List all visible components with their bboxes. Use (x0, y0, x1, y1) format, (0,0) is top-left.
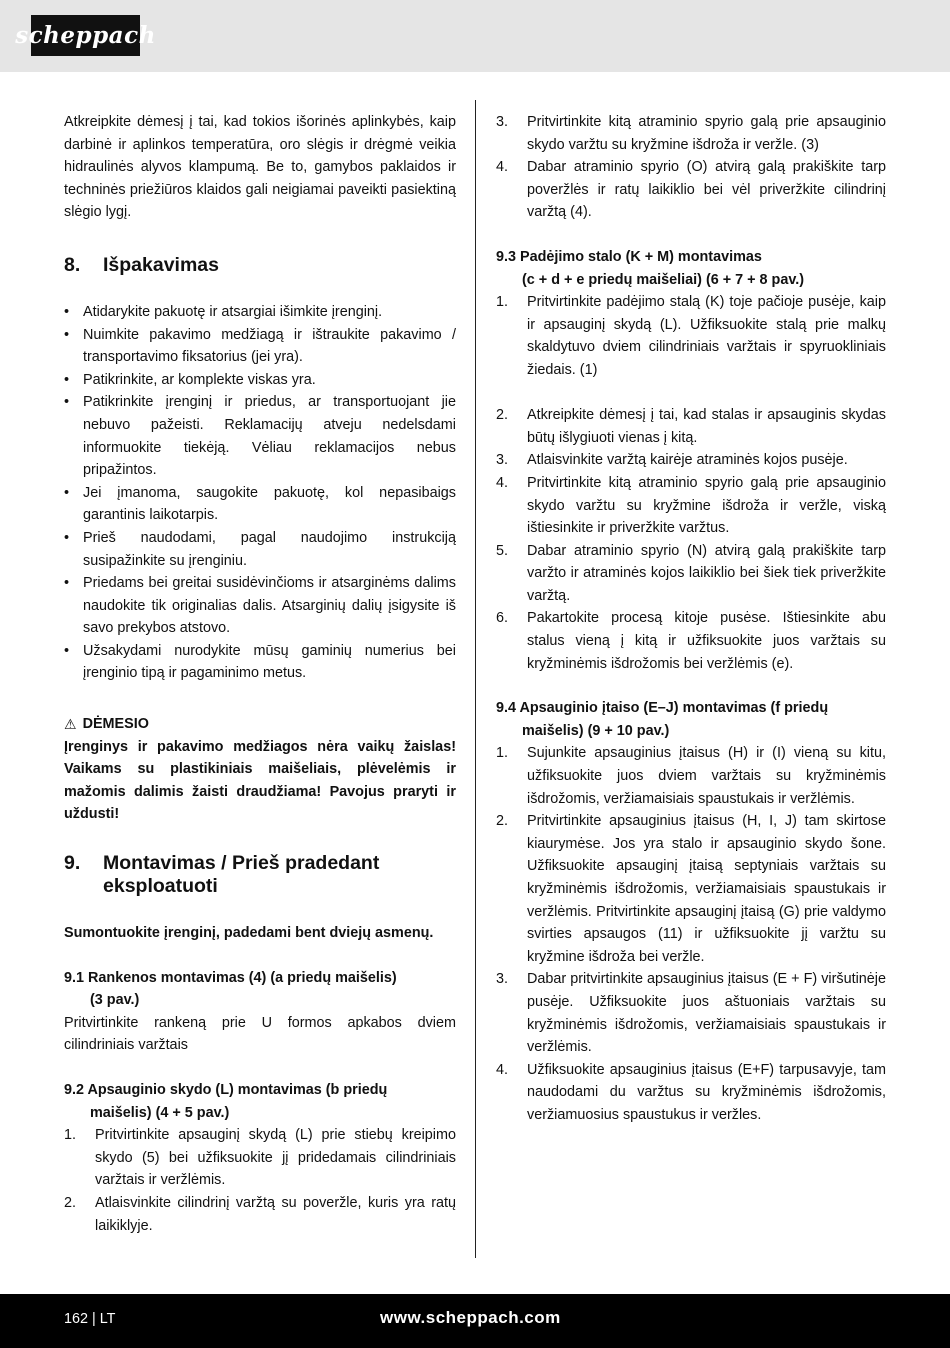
section-9-heading (64, 852, 456, 898)
step-number: 2. (496, 813, 509, 830)
list-item (496, 156, 886, 224)
step-text: Dabar atraminio spyrio (N) atvirą galą prakiškite tarp varžto ir atraminės kojos laikiklio bei šiek tiek priveržkite varžtą. (527, 542, 886, 604)
subsection-9-1-heading (64, 967, 456, 1012)
warning-heading (64, 713, 456, 736)
subsection-9-2-figure-ref: maišelis) (4 + 5 pav.) (90, 1104, 230, 1121)
scheppach-logo: scheppach (31, 15, 140, 56)
spacer (496, 382, 886, 405)
list-item: • Užsakydami nurodykite mūsų gaminių numerius bei įrenginio tipą ir pagaminimo metus. (64, 640, 456, 685)
page-footer (0, 1294, 950, 1348)
list-item: • Prieš naudodami, pagal naudojimo instrukciją susipažinkite su įrenginiu. (64, 527, 456, 572)
subsection-9-3-title: 9.3 Padėjimo stalo (K + M) montavimas (496, 248, 762, 265)
website-link[interactable]: www.scheppach.com (380, 1308, 561, 1327)
subsection-9-1-text: Pritvirtinkite rankeną prie U formos apkabos dviem cilindriniais varžtais (64, 1014, 456, 1054)
step-text: Sujunkite apsauginius įtaisus (H) ir (I) vieną su kitu, užfiksuokite juos dviem varžtais su kryžminėmis išdrožomis, veržiamaisiais spaustukais ir veržlėmis. (527, 745, 886, 807)
subsection-9-3-steps (496, 291, 886, 381)
page-header (0, 0, 950, 72)
step-text: Pritvirtinkite apsauginius įtaisus (H, I, J) tam skirtose kiaurymėse. Jos yra stalo ir apsauginio skydo šone. Užfiksuokite apsauginį įtaisą septyniais varžtais su kryžminėmis išdrožomis, veržiamaisiais spaustukais ir veržlėmis. Pritvirtinkite apsauginį įtaisą (G) prie valdymo svirties apsaugos (11) ir užfiksuokite jį varžtu su kryžmine išdroža bei veržle. (527, 813, 886, 965)
section-9-number: 9. (64, 852, 81, 875)
list-item (496, 1059, 886, 1127)
intro-paragraph: Atkreipkite dėmesį į tai, kad tokios išorinės aplinkybės, kaip darbinė ir aplinkos temperatūra, oro slėgis ir drėgmė veikia hidraulinės alyvos klampumą. Be to, gamybos paklaidos ir techninės priežiūros klaidos gali neigiamai paveikti pasiektiną slėgio lygį. (64, 114, 456, 221)
list-item (496, 810, 886, 968)
list-item (496, 291, 886, 381)
list-item (496, 742, 886, 810)
list-item (496, 449, 886, 472)
step-number: 2. (496, 407, 509, 424)
list-item: • Atidarykite pakuotę ir atsargiai išimkite įrenginį. (64, 301, 456, 324)
step-number: 4. (496, 159, 509, 176)
section-8-number: 8. (64, 253, 81, 276)
subsection-9-2-steps-continued (496, 111, 886, 224)
subsection-9-3-heading (496, 246, 886, 291)
subsection-9-4-heading (496, 697, 886, 742)
list-item (496, 607, 886, 675)
column-divider (475, 100, 476, 1258)
step-number: 4. (496, 474, 509, 491)
list-item (496, 540, 886, 608)
step-text: Atlaisvinkite varžtą kairėje atraminės kojos pusėje. (527, 452, 848, 469)
step-number: 3. (496, 114, 509, 130)
step-number: 3. (496, 971, 509, 988)
section-8-title: Išpakavimas (103, 253, 220, 276)
right-column (496, 111, 886, 1127)
subsection-9-2-steps (64, 1124, 456, 1237)
assemble-note: Sumontuokite įrenginį, padedami bent dviejų asmenų. (64, 925, 434, 942)
step-text: Pritvirtinkite apsauginį skydą (L) prie stiebų kreipimo skydo (5) bei užfiksuokite jį pridedamais cilindriniais varžtais ir veržlėmis. (95, 1127, 456, 1189)
subsection-9-1-title: 9.1 Rankenos montavimas (4) (a priedų maišelis) (64, 969, 397, 986)
list-item: • Jei įmanoma, saugokite pakuotę, kol nepasibaigs garantinis laikotarpis. (64, 482, 456, 527)
step-text: Dabar atraminio spyrio (O) atvirą galą prakiškite tarp poveržlės ir ratų laikiklio bei vėl priveržkite cilindrinį varžtą (4). (527, 159, 886, 221)
step-text: Atkreipkite dėmesį į tai, kad stalas ir apsauginis skydas būtų išlygiuoti vienas į kitą. (527, 407, 886, 446)
list-item: • Nuimkite pakavimo medžiagą ir ištraukite pakavimo / transportavimo fiksatorius (jei yra). (64, 324, 456, 369)
step-number: 3. (496, 452, 509, 469)
step-number: 2. (64, 1194, 77, 1211)
list-item (64, 1192, 456, 1237)
step-text: Pakartokite procesą kitoje pusėse. Ištiesinkite abu stalus vieną į kitą ir užfiksuokite juos varžtais su kryžminėmis išdrožomis bei veržlėmis (e). (527, 610, 886, 672)
list-item (496, 111, 886, 156)
subsection-9-2-heading (64, 1079, 456, 1124)
step-text: Pritvirtinkite padėjimo stalą (K) toje pačioje pusėje, kaip ir apsauginį skydą (L). Užfiksuokite stalą prie malkų skaldytuvo dviem cilindriniais varžtais ir spyruokliniais žiedais. (1) (527, 294, 886, 378)
warning-text: Įrenginys ir pakavimo medžiagos nėra vaikų žaislas! Vaikams su plastikiniais maišeliais, plėvelėmis ir mažomis dalimis žaisti draudžiama! Pavojus praryti ir uždusti! (64, 738, 456, 823)
step-number: 5. (496, 542, 509, 559)
page-number: 162 | LT (64, 1311, 116, 1327)
step-number: 1. (496, 745, 509, 762)
warning-triangle-icon: ⚠ (64, 716, 77, 733)
list-item (496, 404, 886, 449)
step-number: 1. (496, 294, 509, 311)
list-item: • Patikrinkite, ar komplekte viskas yra. (64, 369, 456, 392)
step-text: Atlaisvinkite cilindrinį varžtą su poveržle, kuris yra ratų laikiklyje. (95, 1194, 456, 1234)
subsection-9-1-figure-ref: (3 pav.) (90, 992, 140, 1009)
subsection-9-3-figure-ref: (c + d + e priedų maišeliai) (6 + 7 + 8 pav.) (522, 271, 805, 288)
step-text: Dabar pritvirtinkite apsauginius įtaisus (E + F) viršutinėje pusėje. Užfiksuokite juos aštuoniais varžtais su kryžminėmis išdrožomis, veržiamaisiais spaustukais ir veržlėmis. (527, 971, 886, 1056)
subsection-9-4-title: 9.4 Apsauginio įtaiso (E–J) montavimas (f priedų (496, 700, 829, 717)
list-item (64, 1124, 456, 1192)
section-8-heading (64, 254, 456, 277)
warning-title: DĖMESIO (82, 716, 149, 733)
subsection-9-2-title: 9.2 Apsauginio skydo (L) montavimas (b priedų (64, 1082, 388, 1098)
step-text: Užfiksuokite apsauginius įtaisus (E+F) tarpusavyje, tam naudodami du varžtus su kryžminėmis išdrožomis, veržiamuosius spaustukus ir veržles. (527, 1061, 886, 1123)
list-item: • Priedams bei greitai susidėvinčioms ir atsarginėms dalims naudokite tik originalias dalis. Atsarginių dalių įsigysite iš savo prekybos atstovo. (64, 572, 456, 640)
subsection-9-4-steps (496, 742, 886, 1126)
step-text: Pritvirtinkite kitą atraminio spyrio galą prie apsauginio skydo varžtu su kryžmine išdroža ir veržle. (3) (527, 114, 886, 153)
subsection-9-3-steps-more (496, 404, 886, 675)
left-column (64, 111, 456, 1237)
step-text: Pritvirtinkite kitą atraminio spyrio galą prie apsauginio skydo varžtu su kryžmine išdroža ir veržle, viską ištiesinkite ir priveržkite varžtus. (527, 474, 886, 537)
list-item (496, 472, 886, 540)
list-item: • Patikrinkite įrenginį ir priedus, ar transportuojant jie nebuvo pažeisti. Reklamacijų atveju nedelsdami informuokite tiekėją. Vėliau reklamacijos nebus pripažintos. (64, 391, 456, 481)
step-number: 4. (496, 1061, 509, 1078)
list-item (496, 968, 886, 1058)
section-9-title: Montavimas / Prieš pradedant eksploatuoti (103, 852, 380, 898)
unpacking-list (64, 301, 456, 685)
step-number: 6. (496, 610, 509, 627)
subsection-9-4-figure-ref: maišelis) (9 + 10 pav.) (522, 722, 670, 739)
step-number: 1. (64, 1127, 77, 1144)
